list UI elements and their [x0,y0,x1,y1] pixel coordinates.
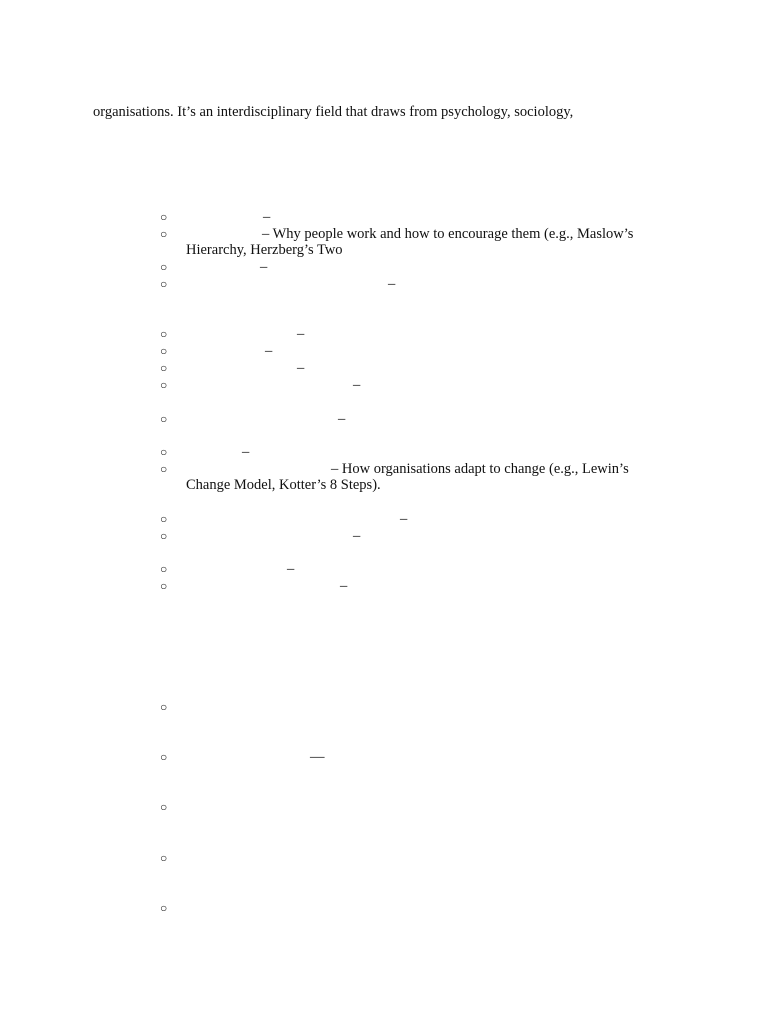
item-dash: – [340,578,348,594]
hollow-circle-bullet-icon: ○ [160,227,168,241]
item-text-continuation: Change Model, Kotter’s 8 Steps). [186,477,381,493]
item-dash: – [353,528,361,544]
hollow-circle-bullet-icon: ○ [160,512,168,526]
item-em-dash: — [310,749,325,765]
intro-paragraph-line: organisations. It’s an interdisciplinary field that draws from psychology, sociology, [93,104,574,120]
item-dash: – [242,444,250,460]
hollow-circle-bullet-icon: ○ [160,579,168,593]
item-dash: – [265,343,273,359]
item-text-continuation: Hierarchy, Herzberg’s Two [186,242,343,258]
hollow-circle-bullet-icon: ○ [160,210,168,224]
item-dash: – [260,259,268,275]
hollow-circle-bullet-icon: ○ [160,327,168,341]
hollow-circle-bullet-icon: ○ [160,562,168,576]
hollow-circle-bullet-icon: ○ [160,361,168,375]
item-dash: – [297,360,305,376]
item-dash: – [297,326,305,342]
hollow-circle-bullet-icon: ○ [160,445,168,459]
hollow-circle-bullet-icon: ○ [160,529,168,543]
hollow-circle-bullet-icon: ○ [160,462,168,476]
hollow-circle-bullet-icon: ○ [160,750,168,764]
hollow-circle-bullet-icon: ○ [160,260,168,274]
item-dash: – [338,411,346,427]
item-text: – How organisations adapt to change (e.g., Lewin’s [331,461,629,477]
item-dash: – [287,561,295,577]
item-text: – Why people work and how to encourage them (e.g., Maslow’s [262,226,634,242]
hollow-circle-bullet-icon: ○ [160,277,168,291]
list-item [160,226,680,258]
hollow-circle-bullet-icon: ○ [160,344,168,358]
hollow-circle-bullet-icon: ○ [160,700,168,714]
hollow-circle-bullet-icon: ○ [160,412,168,426]
item-dash: – [353,377,361,393]
item-dash: – [400,511,408,527]
hollow-circle-bullet-icon: ○ [160,800,168,814]
hollow-circle-bullet-icon: ○ [160,901,168,915]
list-item [160,461,680,493]
item-dash: – [388,276,396,292]
hollow-circle-bullet-icon: ○ [160,378,168,392]
item-dash: – [263,209,271,225]
hollow-circle-bullet-icon: ○ [160,851,168,865]
